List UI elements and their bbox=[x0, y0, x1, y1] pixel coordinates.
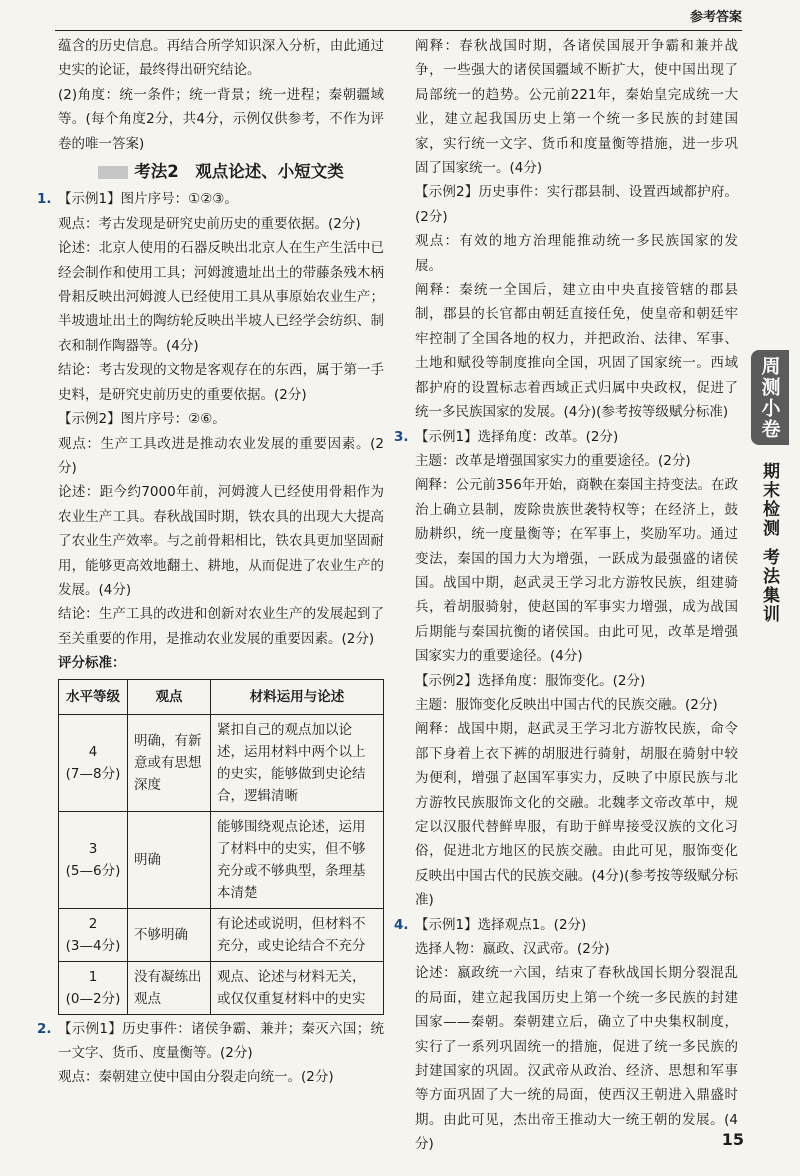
q1-line: 结论：考古发现的文物是客观存在的东西，属于第一手史料，是研究史前历史的重要依据。(2分) bbox=[58, 362, 384, 403]
q1-line: 【示例1】图片序号：①②③。 bbox=[58, 191, 238, 208]
level-value: 1 bbox=[88, 968, 98, 985]
question-4 bbox=[394, 913, 738, 1157]
rubric-level bbox=[59, 908, 128, 961]
level-value: 2 bbox=[88, 915, 98, 932]
rubric-level bbox=[59, 714, 128, 811]
q4-line: 选择人物：嬴政、汉武帝。(2分) bbox=[415, 941, 610, 958]
right-column bbox=[394, 34, 738, 1157]
section-title bbox=[58, 160, 384, 184]
side-label-method-training: 考法集训 bbox=[759, 548, 779, 624]
q1-line: 结论：生产工具的改进和创新对农业生产的发展起到了至关重要的作用，是推动农业发展的重要因素。(2分) bbox=[58, 606, 384, 647]
q1-line: 【示例2】图片序号：②⑥。 bbox=[58, 411, 226, 428]
q4-line: 论述：嬴政统一六国，结束了春秋战国长期分裂混乱的局面，建立起我国历史上第一个统一多民族的封建国家——秦朝。秦朝建立后，确立了中央集权制度，实行了一系列巩固统一的措施，促进了统一多民族的封建国家的巩固。汉武帝从政治、经济、思想和军事等方面巩固了大一统的局面，使西汉王朝进入鼎盛时期。由此可见，杰出帝王推动大一统王朝的发展。(4分) bbox=[415, 965, 738, 1153]
rubric-level bbox=[59, 811, 128, 908]
side-tab-weekly-test: 周测小卷 bbox=[751, 350, 789, 445]
rubric-label: 评分标准： bbox=[58, 655, 126, 672]
section-title-text: 考法2 观点论述、小短文类 bbox=[134, 162, 344, 182]
q3-line: 阐释：公元前356年开始，商鞅在秦国主持变法。在政治上确立县制，废除贵族世袭特权等；在经济上，鼓励耕织，统一度量衡等；在军事上，奖励军功。通过变法，秦国的国力大为增强，一跃成为最强盛的诸侯国。战国中期，赵武灵王学习北方游牧民族，组建骑兵，着胡服骑射，使赵国的军事实力增强，成为战国后期能与秦国抗衡的诸侯国。由此可见，改革是增强国家实力的重要途径。(4分) bbox=[415, 477, 738, 665]
question-2 bbox=[37, 1017, 384, 1090]
level-value: 3 bbox=[88, 840, 98, 857]
rubric-table bbox=[58, 679, 384, 1015]
rubric-material: 能够围绕观点论述，运用了材料中的史实，但不够充分或不够典型，条理基本清楚 bbox=[211, 811, 384, 908]
level-range: (3—4分) bbox=[65, 937, 121, 954]
q3-line: 主题：服饰变化反映出中国古代的民族交融。(2分) bbox=[415, 696, 718, 713]
cont-line: 观点：有效的地方治理能推动统一多民族国家的发展。 bbox=[415, 233, 738, 274]
rubric-view: 没有凝练出观点 bbox=[128, 961, 211, 1014]
section-tag-bar bbox=[98, 166, 128, 179]
rubric-row bbox=[59, 811, 384, 908]
q2-line: 观点：秦朝建立使中国由分裂走向统一。(2分) bbox=[58, 1069, 334, 1086]
cont-line: 阐释：秦统一全国后，建立由中央直接管辖的郡县制，郡县的长官都由朝廷直接任免，使皇帝和朝廷牢牢控制了全国各地的权力，并把政治、法律、军事、土地和赋役等制度推向全国，巩固了国家统一。西域都护府的设置标志着西域正式归属中央政权，促进了统一多民族国家的发展。(4分)(参考按等级赋分标准) bbox=[415, 282, 738, 421]
left-column bbox=[37, 34, 384, 1090]
question-number: 2. bbox=[37, 1020, 52, 1037]
q1-line: 观点：生产工具改进是推动农业发展的重要因素。(2分) bbox=[58, 435, 384, 476]
page-number: 15 bbox=[721, 1130, 744, 1149]
rubric-material: 观点、论述与材料无关，或仅仅重复材料中的史实 bbox=[211, 961, 384, 1014]
question-3 bbox=[394, 425, 738, 913]
question-number: 4. bbox=[394, 916, 409, 933]
rubric-header: 观点 bbox=[128, 679, 211, 714]
side-label-final-exam: 期末检测 bbox=[759, 462, 779, 538]
q1-line: 观点：考古发现是研究史前历史的重要依据。(2分) bbox=[58, 215, 361, 232]
q4-line: 【示例1】选择观点1。(2分) bbox=[415, 916, 587, 933]
rubric-material: 有论述或说明，但材料不充分，或史论结合不充分 bbox=[211, 908, 384, 961]
cont-line: 阐释：春秋战国时期，各诸侯国展开争霸和兼并战争，一些强大的诸侯国疆域不断扩大，使中国出现了局部统一的趋势。公元前221年，秦始皇完成统一大业，建立起我国历史上第一个统一多民族的封建国家，实行统一文字、货币和度量衡等措施，进一步巩固了国家统一。(4分) bbox=[415, 38, 738, 177]
rubric-level bbox=[59, 961, 128, 1014]
q1-line: 论述：北京人使用的石器反映出北京人在生产生活中已经会制作和使用工具；河姆渡遗址出土的带藤条残木柄骨耜反映出河姆渡人已经使用工具从事原始农业生产；半坡遗址出土的陶纺轮反映出半坡人已经学会纺织、制衣和制作陶器等。(4分) bbox=[58, 240, 384, 354]
question-1 bbox=[37, 187, 384, 651]
level-value: 4 bbox=[88, 743, 98, 760]
header-divider bbox=[55, 30, 742, 31]
q3-line: 主题：改革是增强国家实力的重要途径。(2分) bbox=[415, 452, 691, 469]
rubric-header: 材料运用与论述 bbox=[211, 679, 384, 714]
cont-line: 【示例2】历史事件：实行郡县制、设置西域都护府。(2分) bbox=[415, 184, 738, 225]
level-range: (0—2分) bbox=[65, 990, 121, 1007]
rubric-row bbox=[59, 714, 384, 811]
q1-line: 论述：距今约7000年前，河姆渡人已经使用骨耜作为农业生产工具。春秋战国时期，铁农具的出现大大提高了农业生产效率。与之前骨耜相比，铁农具更加坚固耐用，能够更高效地翻土、耕地，从而促进了农业生产的发展。(4分) bbox=[58, 484, 384, 598]
rubric-material: 紧扣自己的观点加以论述，运用材料中两个以上的史实，能够做到史论结合，逻辑清晰 bbox=[211, 714, 384, 811]
rubric-view: 明确，有新意或有思想深度 bbox=[128, 714, 211, 811]
intro-text: 蕴含的历史信息。再结合所学知识深入分析，由此通过史实的论证，最终得出研究结论。 bbox=[58, 38, 384, 79]
q3-line: 【示例2】选择角度：服饰变化。(2分) bbox=[415, 672, 646, 689]
q2-line: 【示例1】历史事件：诸侯争霸、兼并；秦灭六国；统一文字、货币、度量衡等。(2分) bbox=[58, 1020, 384, 1061]
rubric-row bbox=[59, 961, 384, 1014]
rubric-view: 明确 bbox=[128, 811, 211, 908]
rubric-row bbox=[59, 908, 384, 961]
rubric-view: 不够明确 bbox=[128, 908, 211, 961]
level-range: (5—6分) bbox=[65, 862, 121, 879]
question-number: 3. bbox=[394, 428, 409, 445]
level-range: (7—8分) bbox=[65, 765, 121, 782]
q3-line: 【示例1】选择角度：改革。(2分) bbox=[415, 428, 619, 445]
q2-angle-text: (2)角度：统一条件；统一背景；统一进程；秦朝疆域等。(每个角度2分，共4分，示例仅供参考，不作为评卷的唯一答案) bbox=[58, 86, 384, 152]
rubric-header-row bbox=[59, 679, 384, 714]
q3-line: 阐释：战国中期，赵武灵王学习北方游牧民族，命令部下身着上衣下裤的胡服进行骑射，胡服在骑射中较为便利，增强了赵国军事实力，反映了中原民族与北方游牧民族服饰文化的交融。北魏孝文帝改革中，规定以汉服代替鲜卑服，有助于鲜卑接受汉族的文化习俗，促进北方地区的民族交融。由此可见，服饰变化反映出中国古代的民族交融。(4分)(参考按等级赋分标准) bbox=[415, 721, 738, 909]
rubric-header: 水平等级 bbox=[59, 679, 128, 714]
question-number: 1. bbox=[37, 191, 52, 208]
header-title: 参考答案 bbox=[689, 10, 742, 25]
